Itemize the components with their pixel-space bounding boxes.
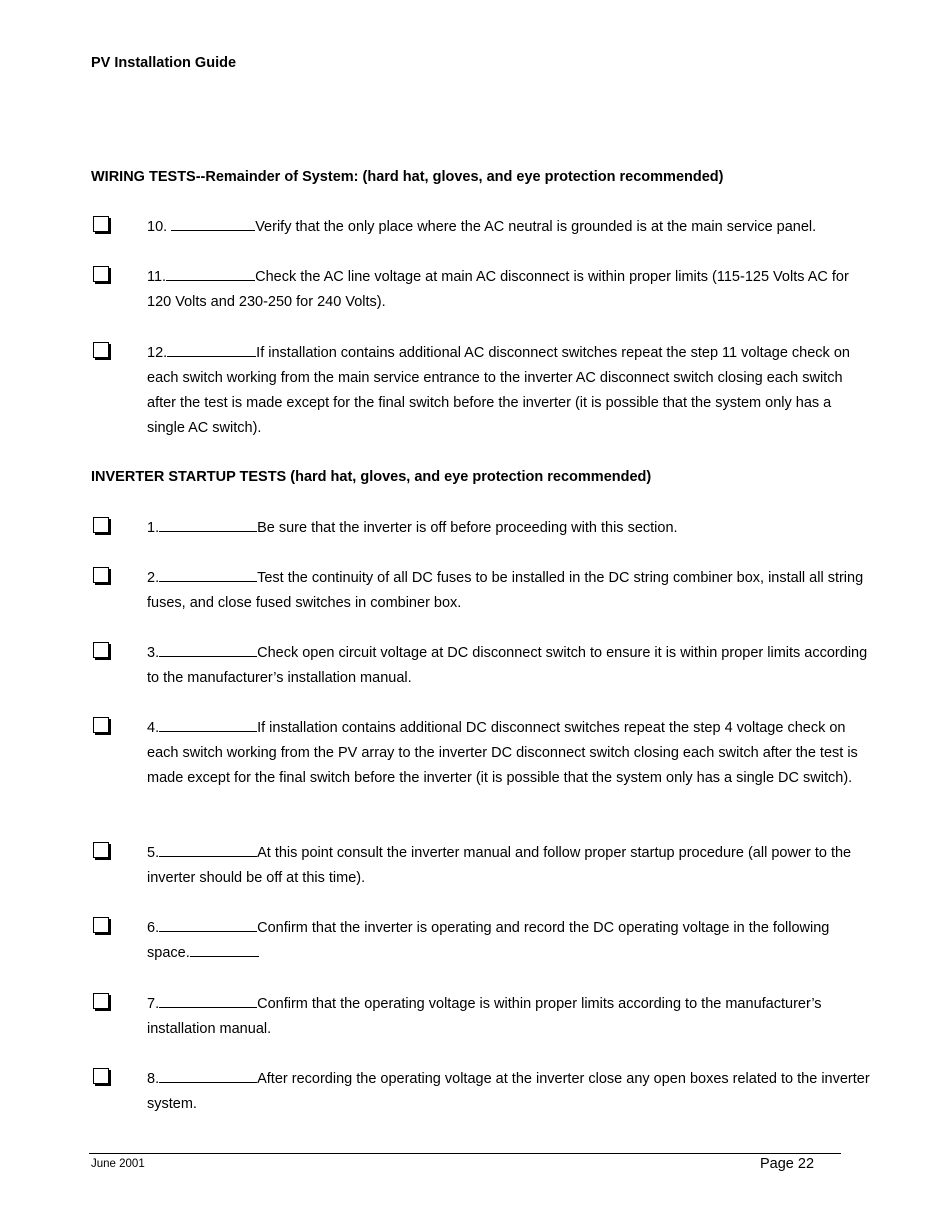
footer-date: June 2001	[91, 1158, 145, 1170]
checkbox[interactable]	[93, 842, 109, 858]
checkbox[interactable]	[93, 717, 109, 733]
initials-blank[interactable]	[159, 516, 257, 532]
checkbox[interactable]	[93, 993, 109, 1009]
checklist-item-text	[147, 992, 871, 1042]
item-description: Confirm that the operating voltage is within proper limits according to the manufacturer’s installation manual.	[147, 996, 822, 1037]
item-number: 5.	[147, 845, 160, 861]
checklist-item-text	[147, 516, 871, 541]
item-number: 4.	[147, 720, 160, 736]
initials-blank[interactable]	[159, 841, 257, 857]
checkbox[interactable]	[93, 567, 109, 583]
checklist-item-text	[147, 641, 871, 691]
checkbox[interactable]	[93, 342, 109, 358]
item-number: 2.	[147, 570, 160, 586]
page-number: Page 22	[760, 1156, 815, 1172]
initials-blank[interactable]	[159, 992, 257, 1008]
section-heading-wiring-tests: WIRING TESTS--Remainder of System: (hard hat, gloves, and eye protection recommended)	[91, 169, 724, 185]
initials-blank[interactable]	[171, 215, 255, 231]
item-description: Be sure that the inverter is off before proceeding with this section.	[257, 520, 678, 536]
footer-divider	[89, 1153, 841, 1154]
initials-blank[interactable]	[166, 265, 255, 281]
item-number: 1.	[147, 520, 160, 536]
initials-blank[interactable]	[159, 1067, 257, 1083]
initials-blank[interactable]	[159, 916, 257, 932]
initials-blank[interactable]	[159, 566, 257, 582]
checklist-item-text	[147, 265, 871, 315]
checkbox[interactable]	[93, 216, 109, 232]
checkbox[interactable]	[93, 917, 109, 933]
checkbox[interactable]	[93, 642, 109, 658]
item-number: 7.	[147, 996, 160, 1012]
checkbox[interactable]	[93, 266, 109, 282]
item-description: After recording the operating voltage at the inverter close any open boxes related to the inverter system.	[147, 1071, 870, 1112]
item-description: Check the AC line voltage at main AC disconnect is within proper limits (115-125 Volts AC for 120 Volts and 230-250 for 240 Volts).	[147, 269, 849, 310]
item-number: 8.	[147, 1071, 160, 1087]
section-heading-inverter-startup-tests: INVERTER STARTUP TESTS (hard hat, gloves, and eye protection recommended)	[91, 469, 652, 485]
checkbox[interactable]	[93, 517, 109, 533]
item-number: 11.	[147, 269, 167, 285]
checklist-item-text	[147, 341, 871, 441]
initials-blank[interactable]	[167, 341, 256, 357]
item-number: 6.	[147, 920, 160, 936]
item-description: Verify that the only place where the AC neutral is grounded is at the main service panel.	[255, 219, 817, 235]
item-number: 3.	[147, 645, 160, 661]
item-description: At this point consult the inverter manual and follow proper startup procedure (all power to the inverter should be off at this time).	[147, 845, 852, 886]
item-description: Check open circuit voltage at DC disconnect switch to ensure it is within proper limits according to the manufacturer’s installation manual.	[147, 645, 868, 686]
item-description: If installation contains additional DC disconnect switches repeat the step 4 voltage check on each switch working from the PV array to the inverter DC disconnect switch closing each switch after the test is made except for the final switch before the inverter (it is possible that the system only has a single DC switch).	[147, 720, 858, 786]
checklist-item-text	[147, 215, 871, 240]
item-number: 12.	[147, 345, 168, 361]
initials-blank[interactable]	[159, 716, 257, 732]
initials-blank[interactable]	[159, 641, 257, 657]
checklist-item-text	[147, 916, 871, 966]
document-title: PV Installation Guide	[91, 55, 237, 71]
checklist-item-text	[147, 1067, 871, 1117]
checklist-item-text	[147, 716, 871, 791]
item-description: Confirm that the inverter is operating and record the DC operating voltage in the following space.	[147, 920, 830, 961]
dc-voltage-blank[interactable]	[190, 941, 259, 957]
checklist-item-text	[147, 566, 871, 616]
item-number: 10.	[147, 219, 172, 235]
item-description: If installation contains additional AC disconnect switches repeat the step 11 voltage check on each switch working from the main service entrance to the inverter AC disconnect switch closing each switch after the test is made except for the final switch before the inverter (it is possible that the system only has a single AC switch).	[147, 345, 850, 436]
item-description: Test the continuity of all DC fuses to be installed in the DC string combiner box, install all string fuses, and close fused switches in combiner box.	[147, 570, 864, 611]
checkbox[interactable]	[93, 1068, 109, 1084]
checklist-item-text	[147, 841, 871, 891]
